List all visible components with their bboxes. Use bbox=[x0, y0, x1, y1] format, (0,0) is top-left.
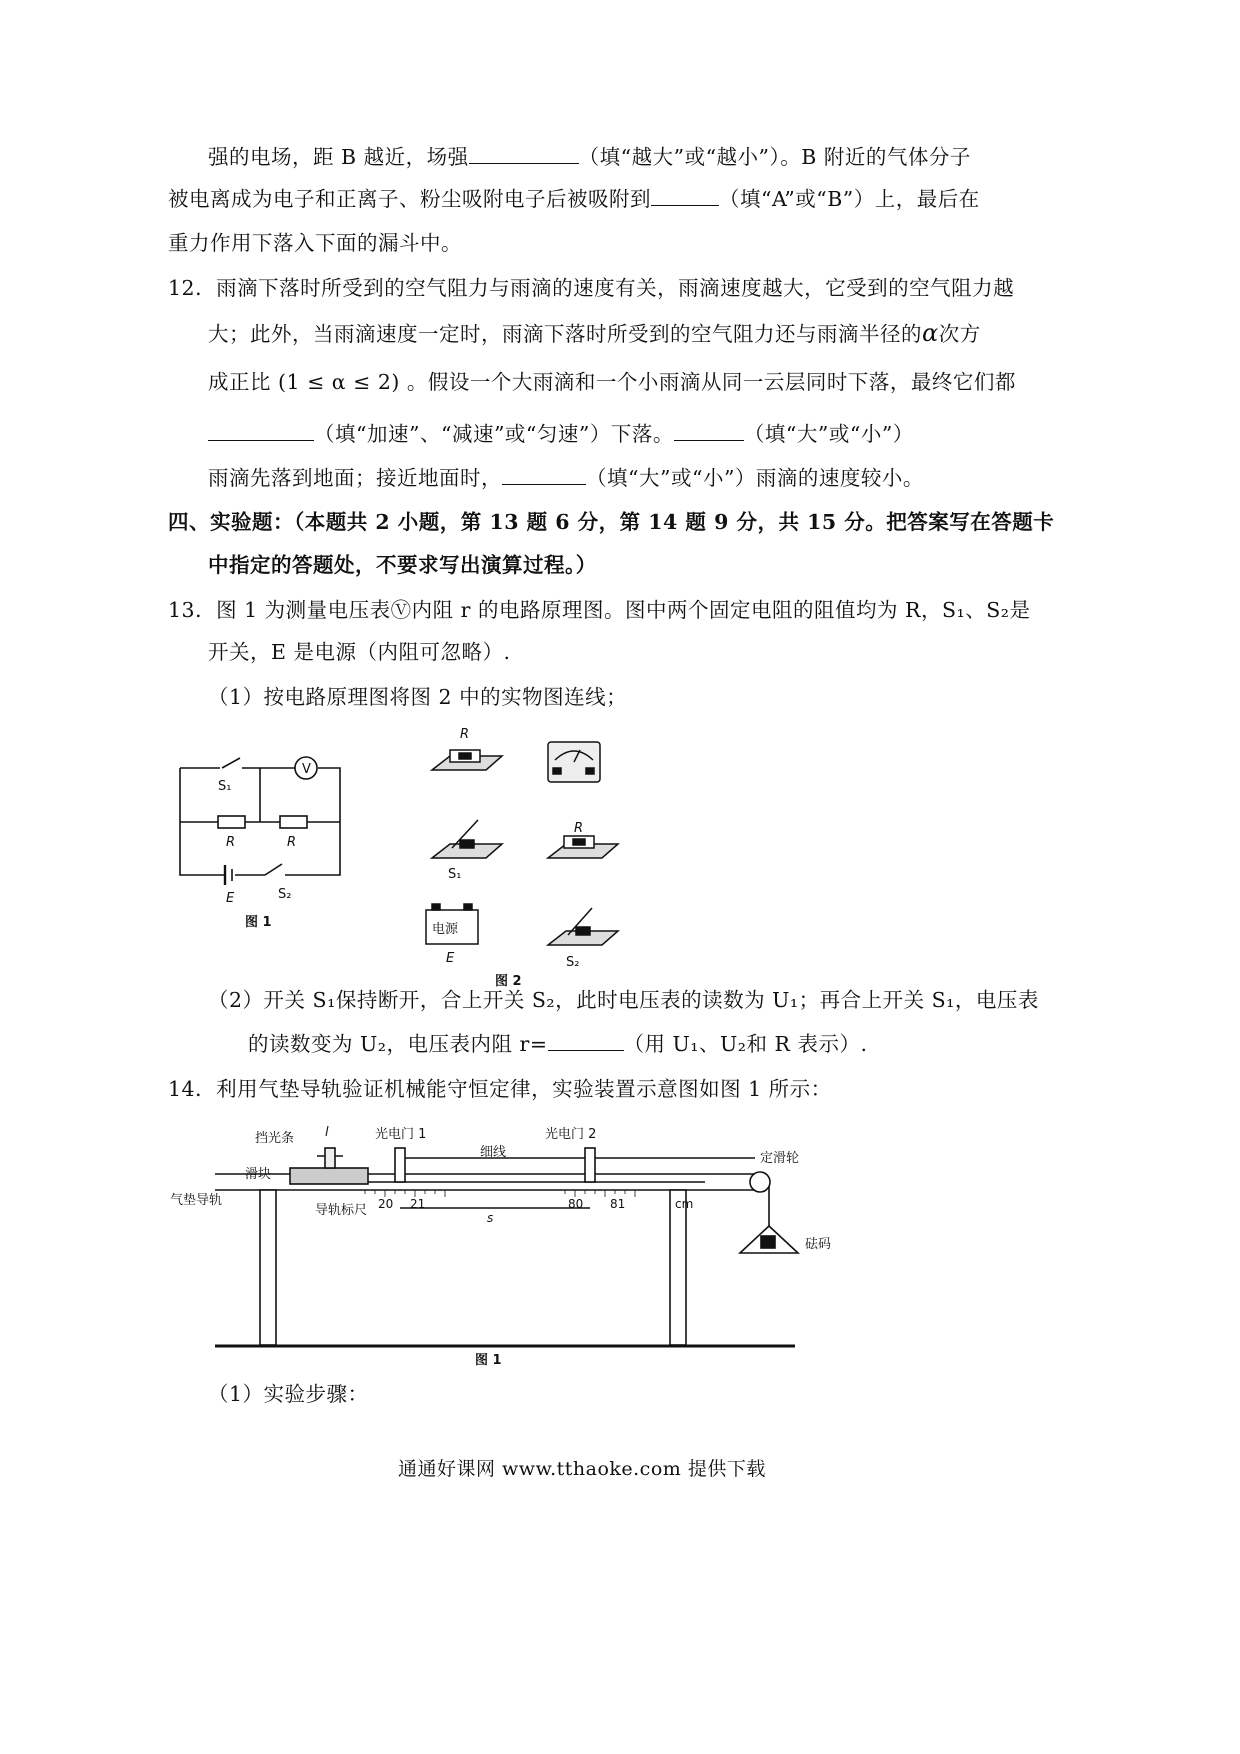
r-top-label: R bbox=[460, 727, 470, 742]
e-label: E bbox=[226, 891, 235, 906]
slider-label: 滑块 bbox=[245, 1167, 272, 1182]
q13-sub2-line1: （2）开关 S₁保持断开，合上开关 S₂，此时电压表的读数为 U₁；再合上开关 S₁，电压表 bbox=[208, 988, 1039, 1012]
voltmeter-label: V bbox=[302, 762, 311, 777]
answer-blank[interactable] bbox=[469, 143, 579, 164]
s1-label: S₁ bbox=[448, 867, 462, 882]
r-right-label: R bbox=[287, 835, 297, 850]
q12-line4: （填“加速”、“减速”或“匀速”）下落。 （填“大”或“小”） bbox=[208, 420, 914, 448]
q12-line2: 大；此外，当雨滴速度一定时，雨滴下落时所受到的空气阻力还与雨滴半径的α次方 bbox=[208, 319, 981, 347]
q13-line2: 开关，E 是电源（内阻可忽略）. bbox=[208, 640, 511, 664]
answer-blank[interactable] bbox=[674, 420, 744, 441]
strip-label: 挡光条 bbox=[255, 1131, 295, 1146]
tick-21: 21 bbox=[410, 1197, 426, 1211]
section4-line1: 四、实验题：（本题共 2 小题，第 13 题 6 分，第 14 题 9 分，共 15 分。把答案写在答题卡 bbox=[168, 510, 1055, 534]
answer-blank[interactable] bbox=[548, 1030, 624, 1051]
r-mid-label: R bbox=[574, 821, 584, 836]
q13-line1: 13．图 1 为测量电压表Ⓥ内阻 r 的电路原理图。图中两个固定电阻的阻值均为 R，S₁、S₂是 bbox=[168, 598, 1031, 622]
gate2-label: 光电门 2 bbox=[545, 1127, 597, 1142]
tick-20: 20 bbox=[378, 1197, 394, 1211]
l-label: l bbox=[325, 1125, 329, 1140]
thread-label: 细线 bbox=[480, 1145, 507, 1160]
section4-line2: 中指定的答题处，不要求写出演算过程。） bbox=[208, 553, 597, 577]
gate1-label: 光电门 1 bbox=[375, 1127, 427, 1142]
weight-label: 砝码 bbox=[805, 1237, 832, 1252]
figure1-caption: 图 1 bbox=[245, 915, 272, 930]
q13-sub2-line2: 的读数变为 U₂，电压表内阻 r= （用 U₁、U₂和 R 表示）. bbox=[248, 1032, 868, 1056]
answer-blank[interactable] bbox=[502, 464, 586, 485]
q11-line3: 重力作用下落入下面的漏斗中。 bbox=[168, 231, 462, 255]
air-track-figure bbox=[165, 1118, 845, 1370]
q13-sub1: （1）按电路原理图将图 2 中的实物图连线； bbox=[208, 685, 628, 709]
s1-label: S₁ bbox=[218, 779, 232, 794]
figure-caption: 图 1 bbox=[475, 1353, 502, 1368]
q12-line5: 雨滴先落到地面；接近地面时， （填“大”或“小”）雨滴的速度较小。 bbox=[208, 466, 924, 490]
s2-label: S₂ bbox=[566, 955, 580, 970]
q11-line1: 强的电场，距 B 越近，场强 （填“越大”或“越小”）。B 附近的气体分子 bbox=[208, 145, 971, 169]
q14-line1: 14．利用气垫导轨验证机械能守恒定律，实验装置示意图如图 1 所示： bbox=[168, 1077, 832, 1101]
s-label: s bbox=[487, 1211, 494, 1225]
q12-line3: 成正比 (1 ≤ α ≤ 2) 。假设一个大雨滴和一个小雨滴从同一云层同时下落，最终它们都 bbox=[208, 370, 1016, 394]
tick-80: 80 bbox=[568, 1197, 584, 1211]
components-figure2 bbox=[420, 720, 620, 990]
battery-label: 电源 bbox=[432, 922, 459, 937]
figure2-caption: 图 2 bbox=[495, 974, 522, 989]
circuit-diagram-figure1 bbox=[170, 730, 355, 930]
unit-cm: cm bbox=[675, 1197, 694, 1211]
track-label: 气垫导轨 bbox=[170, 1193, 223, 1208]
page-footer: 通通好课网 www.tthaoke.com 提供下载 bbox=[398, 1458, 766, 1480]
e-label: E bbox=[446, 951, 455, 966]
q14-sub1: （1）实验步骤： bbox=[208, 1382, 369, 1406]
q11-line2: 被电离成为电子和正离子、粉尘吸附电子后被吸附到 （填“A”或“B”）上，最后在 bbox=[168, 187, 980, 211]
tick-81: 81 bbox=[610, 1197, 626, 1211]
scale-label: 导轨标尺 bbox=[315, 1203, 368, 1218]
r-left-label: R bbox=[226, 835, 236, 850]
q12-line1: 12．雨滴下落时所受到的空气阻力与雨滴的速度有关，雨滴速度越大，它受到的空气阻力越 bbox=[168, 276, 1015, 300]
s2-label: S₂ bbox=[278, 887, 292, 902]
pulley-label: 定滑轮 bbox=[760, 1151, 800, 1166]
answer-blank[interactable] bbox=[651, 185, 719, 206]
answer-blank[interactable] bbox=[208, 420, 314, 441]
